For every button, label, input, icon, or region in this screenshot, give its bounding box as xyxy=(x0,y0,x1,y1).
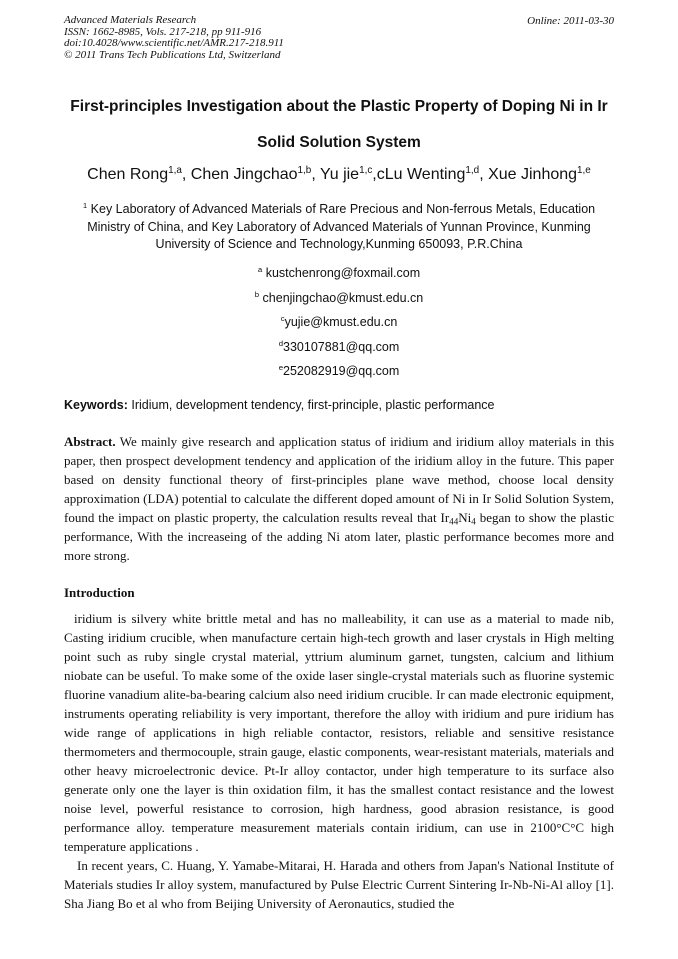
journal-name: Advanced Materials Research xyxy=(64,14,197,26)
email-mark: d xyxy=(278,338,284,348)
introduction-body xyxy=(64,609,614,913)
author-name: Chen Rong xyxy=(87,166,169,183)
author-separator: ,c xyxy=(372,166,385,183)
section-heading-introduction: Introduction xyxy=(64,585,135,600)
keywords xyxy=(64,398,614,412)
doi-line: doi:10.4028/www.scientific.net/AMR.217-218.911 xyxy=(64,37,284,49)
email-list xyxy=(64,261,614,384)
online-date: Online: 2011-03-30 xyxy=(527,15,614,27)
author-affiliation-mark: 1,b xyxy=(297,164,312,176)
author-separator: , xyxy=(311,166,320,183)
formula-subscript: 4 xyxy=(471,516,476,527)
author-separator: , xyxy=(479,166,489,183)
paper-title: First-principles Investigation about the Plastic Property of Doping Ni in Ir Solid Solution System xyxy=(70,98,608,151)
email-mark: b xyxy=(254,289,260,299)
email-mark: a xyxy=(257,265,263,275)
abstract-label: Abstract. xyxy=(64,434,116,449)
author-name: Xue Jinhong xyxy=(488,166,578,183)
abstract-text-continued: began to show the plastic performance, With the increaseing of the adding Ni atom later, plastic performance becomes more and more strong. xyxy=(64,510,614,563)
author-affiliation-mark: 1,c xyxy=(359,164,373,176)
copyright-line: © 2011 Trans Tech Publications Ltd, Switzerland xyxy=(64,48,281,61)
email-mark: c xyxy=(280,314,285,324)
email-line xyxy=(64,359,614,384)
affiliation-mark: 1 xyxy=(82,201,88,211)
email-address[interactable]: 330107881@qq.com xyxy=(283,339,400,354)
email-line xyxy=(64,310,614,335)
email-address[interactable]: 252082919@qq.com xyxy=(283,364,400,378)
introduction-paragraph: iridium is silvery white brittle metal and has no malleability, it can use as a material to made nib, Casting iridium crucible, when manufacture certain high-tech growth and laser crystals in High melting point such as ruby single crystal material, yttrium aluminum garnet, tungsten, calcium and lithium niobate can be useful. To make some of the oxide laser single-crystal materials such as fluorine systemic fluorine vanadium alite-ba-bearing calcium also need iridium crucible. Ir can made electronic equipment, instruments operating reliability is very important, therefore the alloy with iridium and pure iridium has wide range of applications in high reliable contactor, resistors, reliable and sensitive resistance thermometers and thermocouple, strain gauge, elastic components, wear-resistant materials, materials and other heavy microelectronic device. Pt-Ir alloy contactor, under high temperature to its surface also generate only one the layer is thin oxidation film, it has the smallest contact resistance and the lowest noise level, powerful resistance to corrosion, high hardness, good abrasion resistance, is good performance alloy. temperature measurement materials contain iridium, can use in 2100°C°C high temperature applications . xyxy=(64,611,614,854)
email-line xyxy=(64,261,614,286)
author-name: Yu jie xyxy=(319,166,360,183)
author-affiliation-mark: 1,d xyxy=(465,164,480,176)
keywords-text: Iridium, development tendency, first-principle, plastic performance xyxy=(131,398,495,412)
author-name: Lu Wenting xyxy=(384,166,466,183)
keywords-label: Keywords: xyxy=(64,398,128,412)
email-address[interactable]: kustchenrong@foxmail.com xyxy=(265,266,421,280)
email-line xyxy=(64,286,614,311)
formula-element: Ni xyxy=(458,510,472,525)
issn-line: ISSN: 1662-8985, Vols. 217-218, pp 911-916 xyxy=(64,25,262,38)
author-affiliation-mark: 1,a xyxy=(168,164,182,176)
email-mark: e xyxy=(278,363,284,373)
email-address[interactable]: chenjingchao@kmust.edu.cn xyxy=(262,290,424,305)
affiliation-text: Key Laboratory of Advanced Materials of Rare Precious and Non-ferrous Metals, Education Ministry of China, and Key Laboratory of Advanced Materials of Yunnan Province, Kunming University of Science and Technology,Kunming 650093, P.R.China xyxy=(87,202,596,251)
abstract-text: We mainly give research and application status of iridium and iridium alloy materials in this paper, then prospect development tendency and application of the iridium alloy in the future. This paper based on density functional theory of first-principles plane wave method, choose local density approximation (LDA) potential to calculate the different doped amount of Ni in Ir Solid Solution System, found the impact on plastic property, the calculation results reveal that Ir xyxy=(64,434,615,525)
email-line xyxy=(64,335,614,360)
affiliation xyxy=(70,201,608,254)
author-affiliation-mark: 1,e xyxy=(577,164,591,176)
abstract xyxy=(64,432,614,565)
introduction-paragraph: In recent years, C. Huang, Y. Yamabe-Mitarai, H. Harada and others from Japan's National Institute of Materials studies Ir alloy system, manufactured by Pulse Electric Current Sintering Ir-Nb-Ni-Al alloy [1]. Sha Jiang Bo et al who from Beijing University of Aeronautics, studied the xyxy=(64,858,614,911)
author-name: Chen Jingchao xyxy=(190,166,298,183)
author-separator: , xyxy=(181,166,191,183)
author-list xyxy=(30,166,648,184)
publication-info xyxy=(64,15,284,61)
formula-subscript: 44 xyxy=(449,516,459,527)
email-address[interactable]: yujie@kmust.edu.cn xyxy=(284,315,398,329)
